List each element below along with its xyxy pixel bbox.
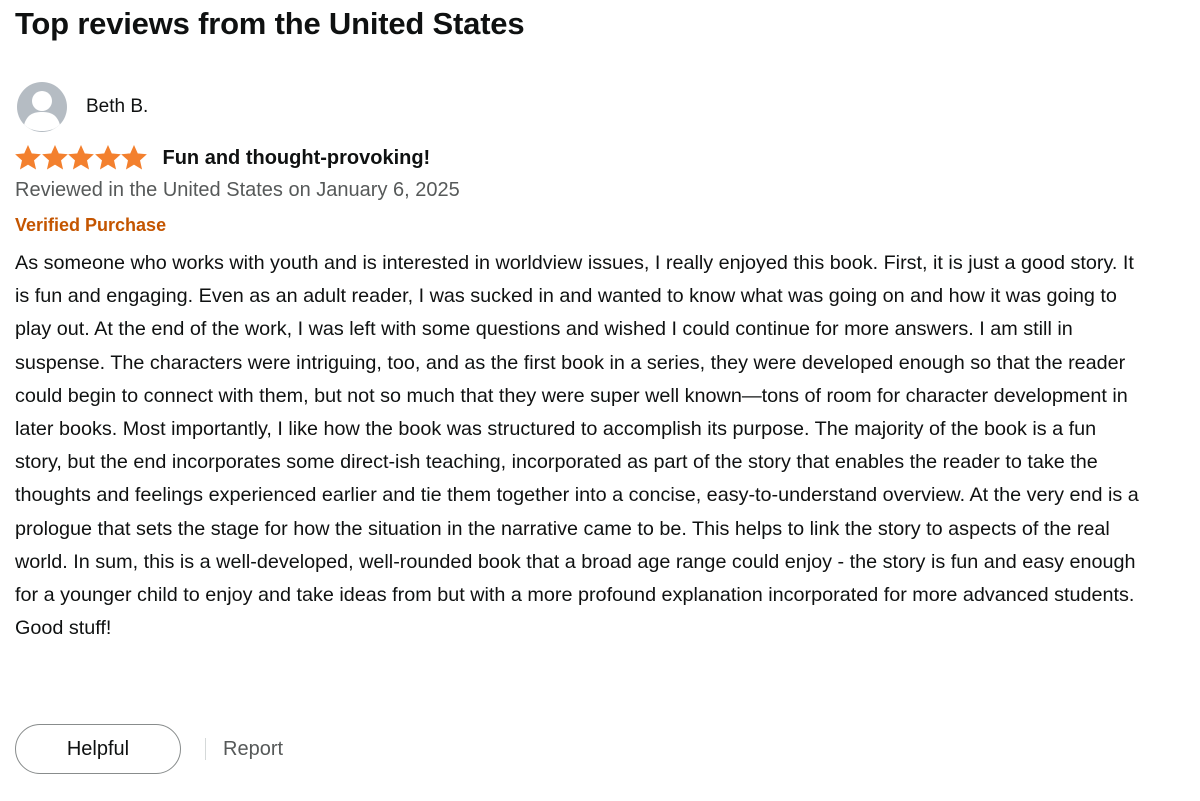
review-author[interactable]: [17, 82, 148, 132]
review-date: Reviewed in the United States on January 6, 2025: [15, 179, 460, 201]
star-icon: [95, 145, 121, 171]
avatar-icon[interactable]: [17, 82, 67, 132]
star-icon: [68, 145, 94, 171]
star-icon: [15, 145, 41, 171]
author-name[interactable]: Beth B.: [86, 96, 149, 117]
star-icon: [42, 145, 68, 171]
action-divider: [205, 738, 206, 760]
review-body: As someone who works with youth and is interested in worldview issues, I really enjoyed this book. First, it is just a good story. It is fun and engaging. Even as an adult reader, I was sucked in and wanted to know what was going on and how it was going to play out. At the end of the work, I was left with some questions and wished I could continue for more answers. I am still in suspense. The characters were intriguing, too, and as the first book in a series, they were developed enough so that the reader could begin to connect with them, but not so much that they were super well known—tons of room for character development in later books. Most importantly, I like how the book was structured to accomplish its purpose. The majority of the book is a fun story, but the end incorporates some direct-ish teaching, incorporated as part of the story that enables the reader to take the thoughts and feelings experienced earlier and tie them together into a concise, easy-to-understand overview. At the very end is a prologue that sets the stage for how the situation in the narrative came to be. This helps to link the story to aspects of the real world. In sum, this is a well-developed, well-rounded book that a broad age range could enjoy - the story is fun and easy enough for a younger child to enjoy and take ideas from but with a more profound explanation incorporated for more advanced students. Good stuff!: [15, 252, 1139, 640]
report-link[interactable]: Report: [223, 737, 284, 760]
helpful-button[interactable]: Helpful: [15, 724, 181, 774]
star-rating: [15, 145, 148, 171]
review-title-row: [15, 143, 430, 173]
review-title[interactable]: Fun and thought-provoking!: [162, 146, 431, 169]
verified-purchase-badge: Verified Purchase: [15, 215, 167, 235]
section-heading: Top reviews from the United States: [15, 6, 525, 41]
star-icon: [121, 145, 147, 171]
review-actions: [15, 723, 283, 775]
